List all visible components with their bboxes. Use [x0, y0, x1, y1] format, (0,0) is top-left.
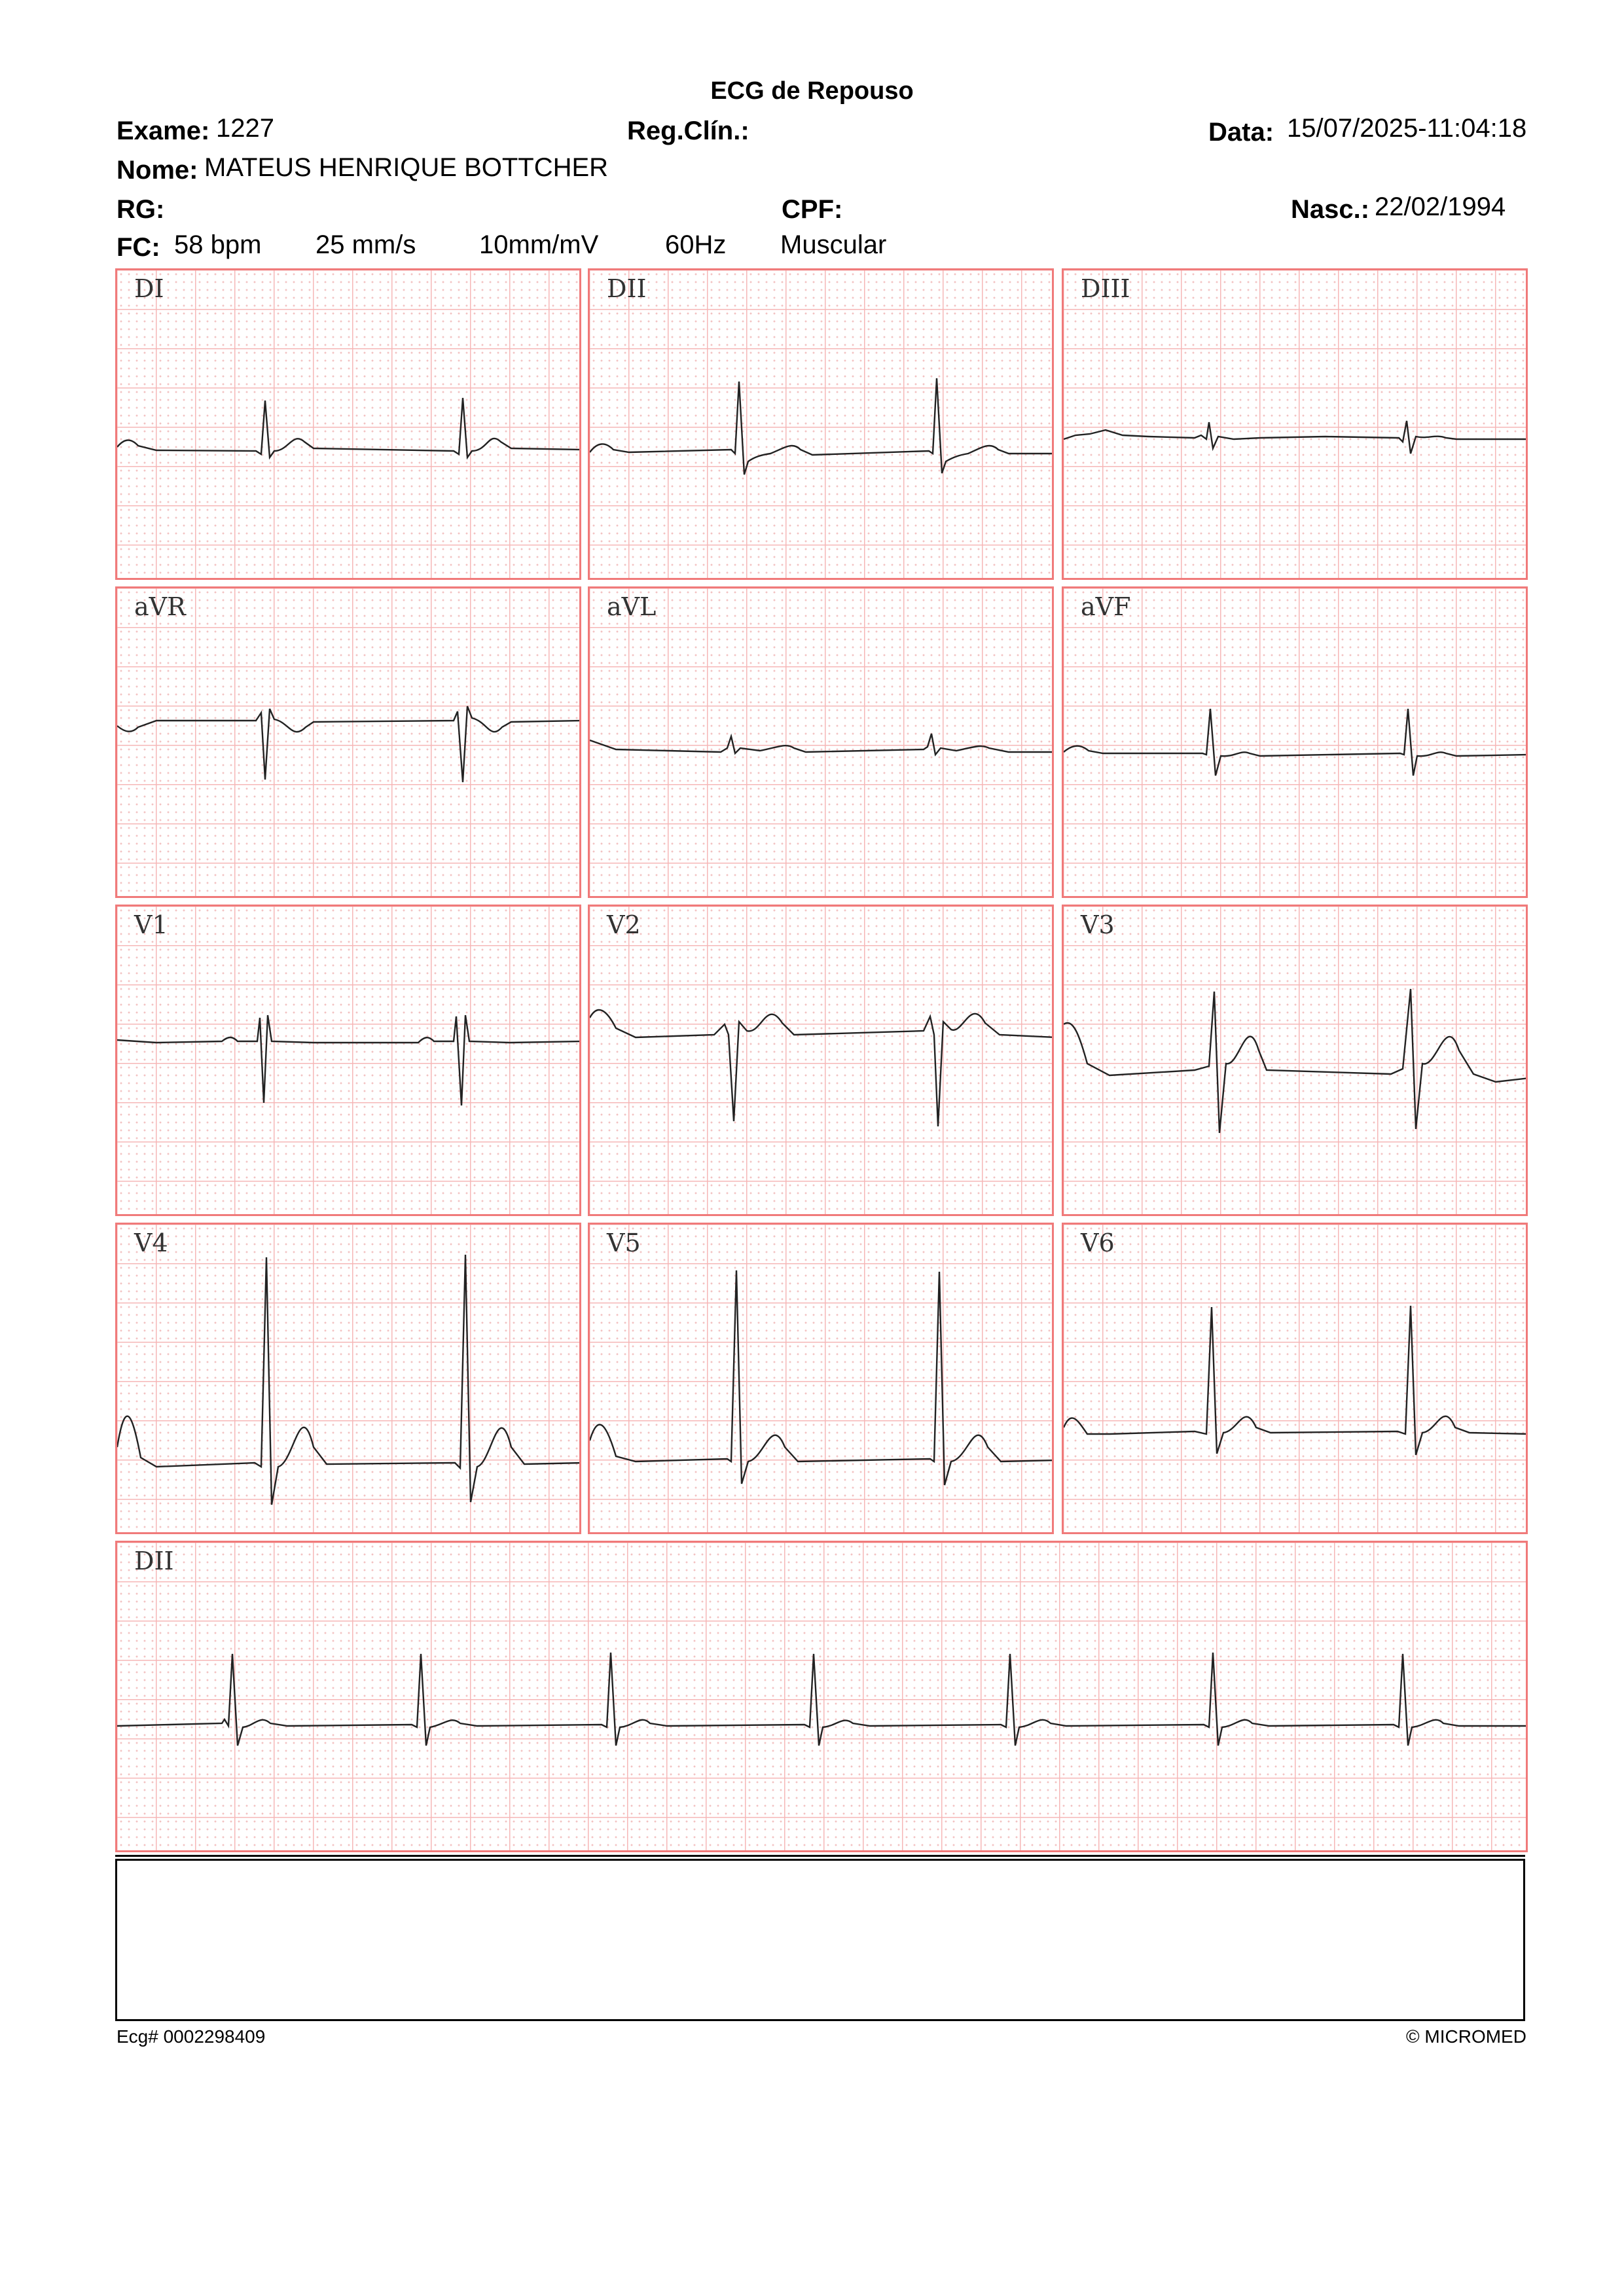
lead-panel-v1	[115, 905, 581, 1216]
ecg-trace-v3	[1064, 989, 1528, 1133]
fc-value: 58 bpm	[174, 230, 262, 259]
nome-label: Nome:	[117, 156, 198, 185]
waveform-v1	[117, 906, 581, 1216]
lead-label-v6: V6	[1081, 1229, 1115, 1257]
lead-panel-v2	[588, 905, 1054, 1216]
lead-panel-dii	[588, 268, 1054, 580]
waveform-di	[117, 270, 581, 580]
lead-label-v2: V2	[607, 910, 641, 939]
nasc-label: Nasc.:	[1291, 195, 1370, 224]
ecg-trace-diii	[1064, 421, 1528, 454]
ecg-trace-avl	[590, 734, 1054, 755]
exame-value: 1227	[216, 114, 274, 143]
waveform-avl	[590, 588, 1054, 898]
rhythm-strip-panel	[115, 1541, 1528, 1852]
rg-label: RG:	[117, 195, 165, 224]
lead-panel-v6	[1062, 1223, 1528, 1534]
ecg-trace-v2	[590, 1010, 1054, 1126]
lead-label-di: DI	[134, 274, 164, 303]
lead-label-avr: aVR	[134, 592, 186, 621]
lead-panel-v5	[588, 1223, 1054, 1534]
paper-speed: 25 mm/s	[316, 230, 416, 259]
lead-label-dii: DII	[607, 274, 647, 303]
lead-panel-avl	[588, 586, 1054, 898]
ecg-trace-avr	[117, 706, 581, 782]
waveform-dii	[590, 270, 1054, 580]
lead-panel-diii	[1062, 268, 1528, 580]
lead-panel-di	[115, 268, 581, 580]
lead-panel-v4	[115, 1223, 581, 1534]
waveform-v5	[590, 1225, 1054, 1534]
ecg-trace-dii	[590, 378, 1054, 475]
ecg-trace-di	[117, 398, 581, 457]
ecg-trace-v4	[117, 1255, 581, 1505]
filter: 60Hz	[665, 230, 727, 259]
waveform-v3	[1064, 906, 1528, 1216]
waveform-v6	[1064, 1225, 1528, 1534]
ecg-trace-rhythm-dii	[117, 1653, 1528, 1746]
regclin-label: Reg.Clín.:	[627, 117, 749, 145]
waveform-diii	[1064, 270, 1528, 580]
waveform-avr	[117, 588, 581, 898]
muscle-filter: Muscular	[780, 230, 887, 259]
report-title: ECG de Repouso	[710, 77, 914, 105]
lead-label-v4: V4	[134, 1229, 168, 1257]
lead-panel-avr	[115, 586, 581, 898]
lead-label-rhythm: DII	[134, 1547, 174, 1575]
lead-label-v5: V5	[607, 1229, 641, 1257]
data-value: 15/07/2025-11:04:18	[1287, 114, 1527, 143]
comment-box	[115, 1859, 1525, 2021]
fc-label: FC:	[117, 233, 160, 262]
gain: 10mm/mV	[479, 230, 599, 259]
waveform-v4	[117, 1225, 581, 1534]
comment-divider	[115, 1855, 1525, 1857]
lead-label-v1: V1	[134, 910, 168, 939]
nasc-value: 22/02/1994	[1375, 192, 1506, 221]
cpf-label: CPF:	[782, 195, 843, 224]
lead-label-avl: aVL	[607, 592, 657, 621]
ecg-trace-avf	[1064, 709, 1528, 776]
ecg-trace-v1	[117, 1015, 581, 1105]
waveform-avf	[1064, 588, 1528, 898]
lead-panel-avf	[1062, 586, 1528, 898]
ecg-trace-v5	[590, 1270, 1054, 1485]
data-label: Data:	[1208, 118, 1274, 147]
lead-label-v3: V3	[1081, 910, 1115, 939]
lead-label-diii: DIII	[1081, 274, 1130, 303]
ecg-id: Ecg# 0002298409	[117, 2026, 266, 2047]
lead-panel-v3	[1062, 905, 1528, 1216]
nome-value: MATEUS HENRIQUE BOTTCHER	[204, 153, 609, 182]
waveform-rhythm-dii	[117, 1543, 1528, 1852]
exame-label: Exame:	[117, 117, 210, 145]
ecg-trace-v6	[1064, 1306, 1528, 1455]
waveform-v2	[590, 906, 1054, 1216]
copyright: © MICROMED	[1406, 2026, 1526, 2047]
lead-label-avf: aVF	[1081, 592, 1131, 621]
